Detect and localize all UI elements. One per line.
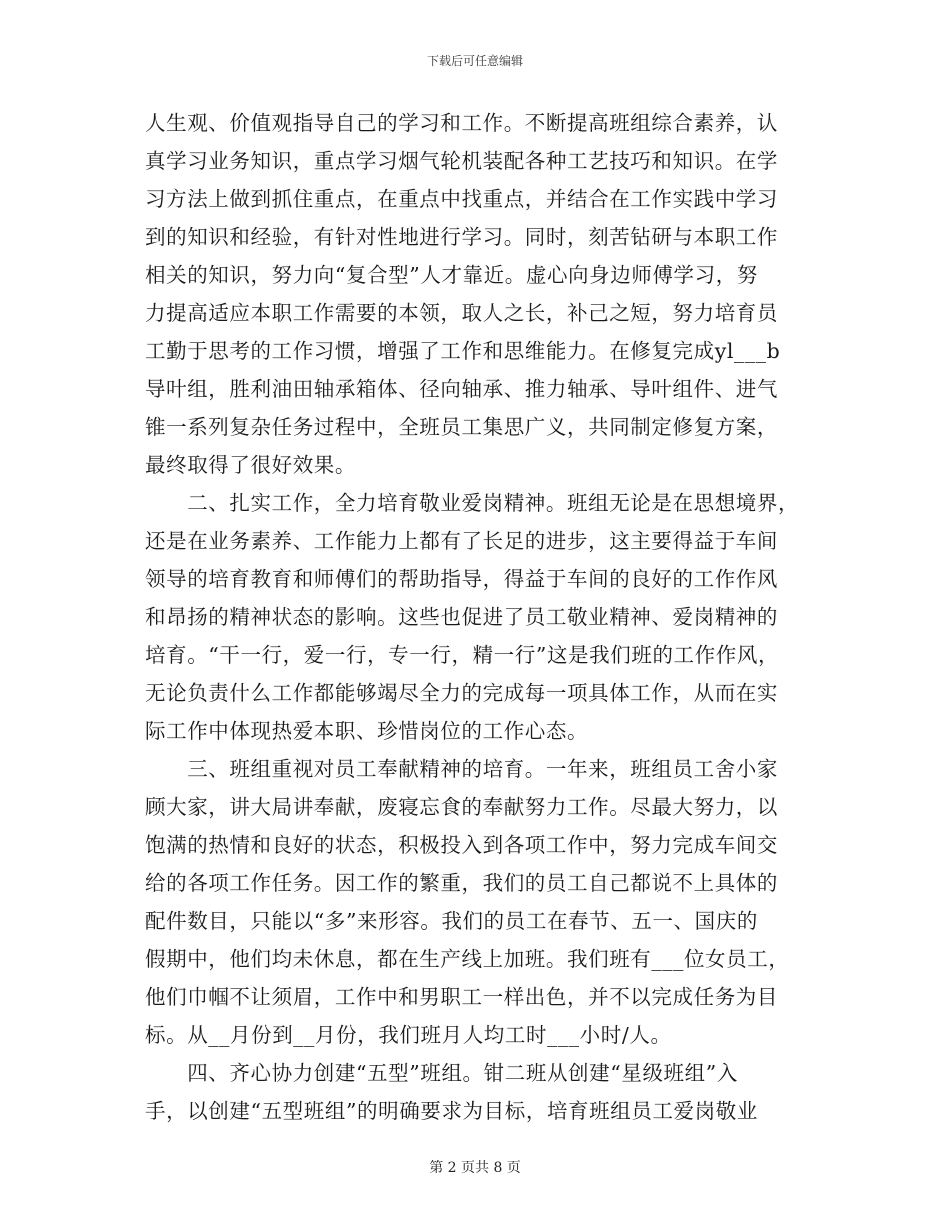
text-line: 习方法上做到抓住重点，在重点中找重点，并结合在工作实践中学习	[145, 187, 778, 211]
page-number-footer: 第 2 页共 8 页	[429, 1160, 521, 1176]
text-line: 培育。“干一行，爱一行，专一行，精一行”这是我们班的工作作风，	[145, 643, 780, 667]
text-line: 无论负责什么工作都能够竭尽全力的完成每一项具体工作，从而在实	[145, 681, 778, 705]
text-line: 他们巾帼不让须眉，工作中和男职工一样出色，并不以完成任务为目	[145, 985, 778, 1009]
text-line: 三、班组重视对员工奉献精神的培育。一年来，班组员工舍小家	[145, 757, 778, 781]
text-line: 导叶组，胜利油田轴承箱体、径向轴承、推力轴承、导叶组件、进气	[145, 377, 778, 401]
text-line: 力提高适应本职工作需要的本领，取人之长，补己之短，努力培育员	[145, 301, 778, 325]
text-line: 到的知识和经验，有针对性地进行学习。同时，刻苦钻研与本职工作	[145, 225, 778, 249]
text-line: 相关的知识，努力向“复合型”人才靠近。虚心向身边师傅学习，努	[145, 263, 758, 287]
text-line: 真学习业务知识，重点学习烟气轮机装配各种工艺技巧和知识。在学	[145, 149, 778, 173]
text-line: 顾大家，讲大局讲奉献，废寝忘食的奉献努力工作。尽最大努力，以	[145, 795, 778, 819]
text-line: 假期中，他们均未休息，都在生产线上加班。我们班有___位女员工，	[145, 947, 790, 971]
text-line: 锥一系列复杂任务过程中，全班员工集思广义，共同制定修复方案，	[145, 415, 778, 439]
text-line: 还是在业务素养、工作能力上都有了长足的进步，这主要得益于车间	[145, 529, 778, 553]
text-line: 人生观、价值观指导自己的学习和工作。不断提高班组综合素养，认	[145, 111, 778, 135]
page-header: 下载后可任意编辑	[426, 54, 523, 68]
text-line: 配件数目，只能以“多”来形容。我们的员工在春节、五一、国庆的	[145, 909, 758, 933]
document-body	[145, 104, 805, 1130]
text-line: 四、齐心协力创建“五型”班组。钳二班从创建“星级班组”入	[145, 1061, 738, 1085]
text-line: 最终取得了很好效果。	[145, 453, 356, 477]
text-line: 工勤于思考的工作习惯，增强了工作和思维能力。在修复完成yl___b	[145, 339, 781, 363]
text-line: 饱满的热情和良好的状态，积极投入到各项工作中，努力完成车间交	[145, 833, 778, 857]
text-line: 二、扎实工作，全力培育敬业爱岗精神。班组无论是在思想境界，	[145, 491, 800, 515]
text-line: 和昂扬的精神状态的影响。这些也促进了员工敬业精神、爱岗精神的	[145, 605, 778, 629]
text-line: 给的各项工作任务。因工作的繁重，我们的员工自己都说不上具体的	[145, 871, 778, 895]
text-line: 标。从__月份到__月份，我们班月人均工时___小时/人。	[145, 1023, 672, 1047]
text-line: 手，以创建“五型班组”的明确要求为目标，培育班组员工爱岗敬业	[145, 1099, 758, 1123]
text-line: 领导的培育教育和师傅们的帮助指导，得益于车间的良好的工作作风	[145, 567, 778, 591]
text-line: 际工作中体现热爱本职、珍惜岗位的工作心态。	[145, 719, 589, 743]
